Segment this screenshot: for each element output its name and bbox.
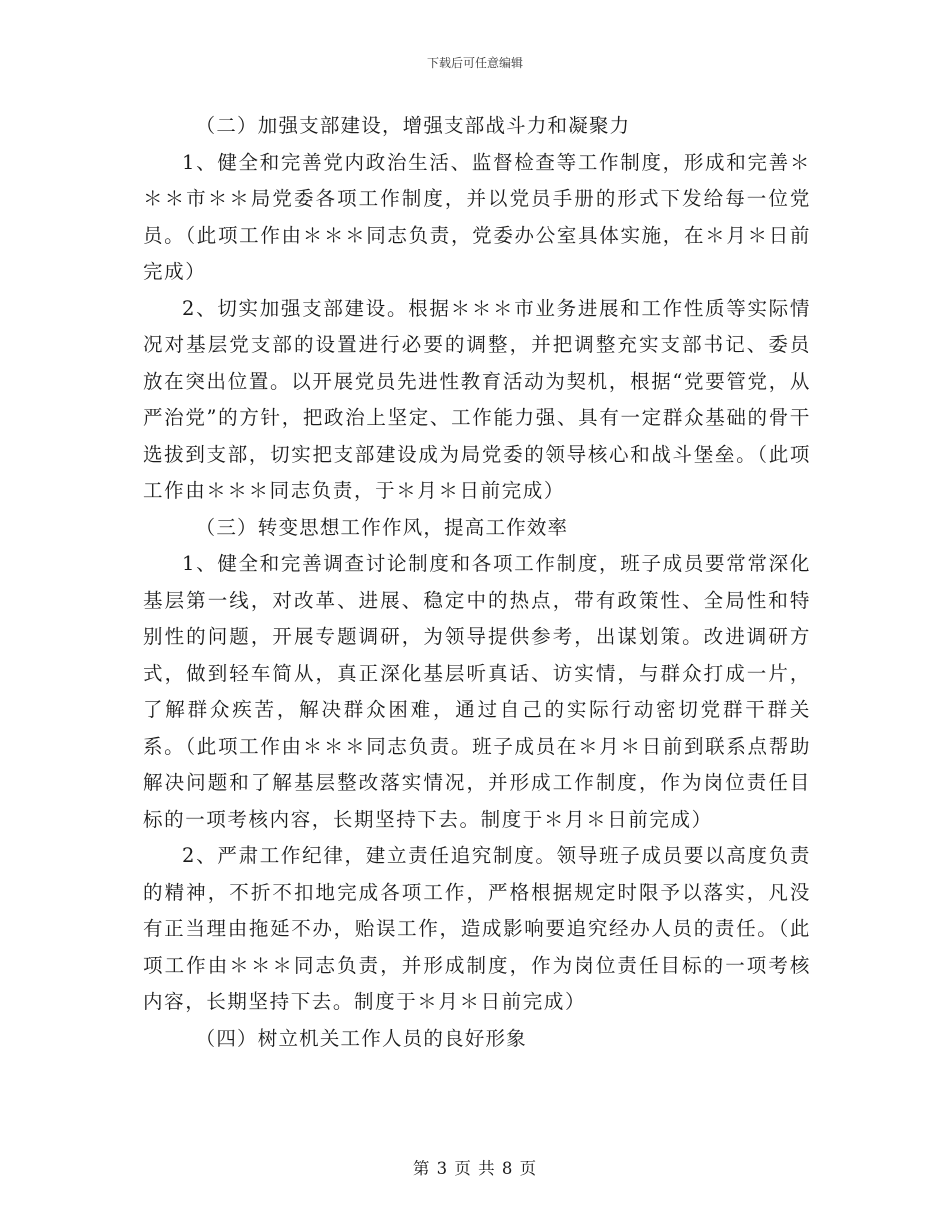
- section-heading-3: （三）转变思想工作作风，提高工作效率: [195, 515, 569, 539]
- paragraph-3-2: 2、严肃工作纪律，建立责任追究制度。领导班子成员要以高度负责的精神，不折不扣地完成各项工作，严格根据规定时限予以落实，凡没有正当理由拖延不办，贻误工作，造成影响要追究经办人员的责任。（此项工作由＊＊＊同志负责，并形成制度，作为岗位责任目标的一项考核内容，长期坚持下去。制度于＊月＊日前完成）: [143, 844, 811, 1013]
- document-body: [143, 108, 811, 1057]
- paragraph-2-2: 2、切实加强支部建设。根据＊＊＊市业务进展和工作性质等实际情况对基层党支部的设置进行必要的调整，并把调整充实支部书记、委员放在突出位置。以开展党员先进性教育活动为契机，根据“党要管党，从严治党”的方针，把政治上坚定、工作能力强、具有一定群众基础的骨干选拔到支部，切实把支部建设成为局党委的领导核心和战斗堡垒。（此项工作由＊＊＊同志负责，于＊月＊日前完成）: [143, 296, 811, 502]
- page-number-footer: 第 3 页 共 8 页: [412, 1159, 538, 1178]
- page-header-note: 下载后可任意编辑: [426, 56, 523, 70]
- paragraph-3-1: 1、健全和完善调查讨论制度和各项工作制度，班子成员要常常深化基层第一线，对改革、进展、稳定中的热点，带有政策性、全局性和特别性的问题，开展专题调研，为领导提供参考，出谋划策。改进调研方式，做到轻车简从，真正深化基层听真话、访实情，与群众打成一片，了解群众疾苦，解决群众困难，通过自己的实际行动密切党群干群关系。（此项工作由＊＊＊同志负责。班子成员在＊月＊日前到联系点帮助解决问题和了解基层整改落实情况，并形成工作制度，作为岗位责任目标的一项考核内容，长期坚持下去。制度于＊月＊日前完成）: [143, 552, 811, 831]
- section-heading-4: （四）树立机关工作人员的良好形象: [195, 1026, 527, 1050]
- paragraph-2-1: 1、健全和完善党内政治生活、监督检查等工作制度，形成和完善＊＊＊市＊＊局党委各项工作制度，并以党员手册的形式下发给每一位党员。（此项工作由＊＊＊同志负责，党委办公室具体实施，在＊月＊日前完成）: [143, 150, 811, 283]
- section-heading-2: （二）加强支部建设，增强支部战斗力和凝聚力: [195, 114, 631, 137]
